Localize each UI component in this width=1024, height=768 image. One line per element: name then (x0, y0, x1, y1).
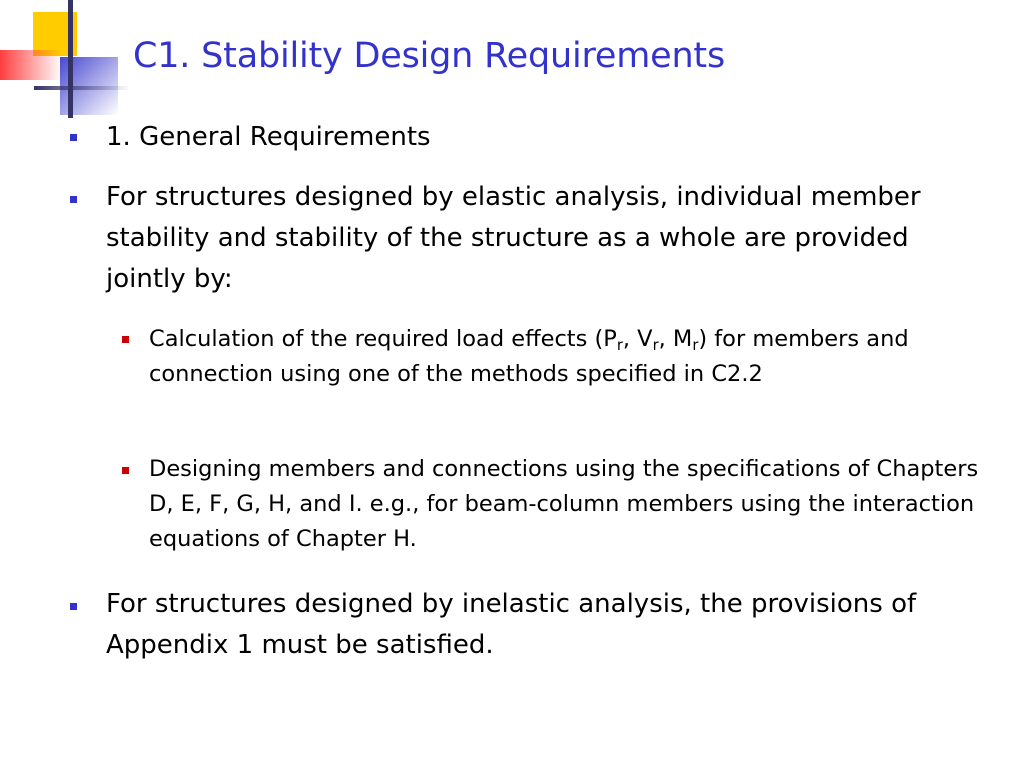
corner-decoration-icon (0, 0, 130, 125)
bullet-icon (70, 134, 77, 141)
sub-bullet-calculation: Calculation of the required load effects ($P_r$, $V_r$, $M_r$) for members and connection using one of the methods specified in C2.2 (149, 326, 909, 387)
sub-bullet-icon (122, 467, 129, 474)
slide-title: C1. Stability Design Requirements (133, 36, 725, 76)
sub-bullet-designing: Designing members and connections using the specifications of Chapters D, E, F, G, H, and I. e.g., for beam-column members using the interaction equations of Chapter H. (149, 456, 979, 552)
bullet-icon (70, 196, 77, 203)
bullet-general-requirements: 1. General Requirements (106, 122, 431, 152)
bullet-inelastic-analysis: For structures designed by inelastic analysis, the provisions of Appendix 1 must be satisfied. (106, 589, 917, 660)
sub-bullet-icon (122, 336, 129, 343)
bullet-icon (70, 603, 77, 610)
bullet-elastic-analysis: For structures designed by elastic analysis, individual member stability and stability of the structure as a whole are provided jointly by: (106, 182, 921, 294)
